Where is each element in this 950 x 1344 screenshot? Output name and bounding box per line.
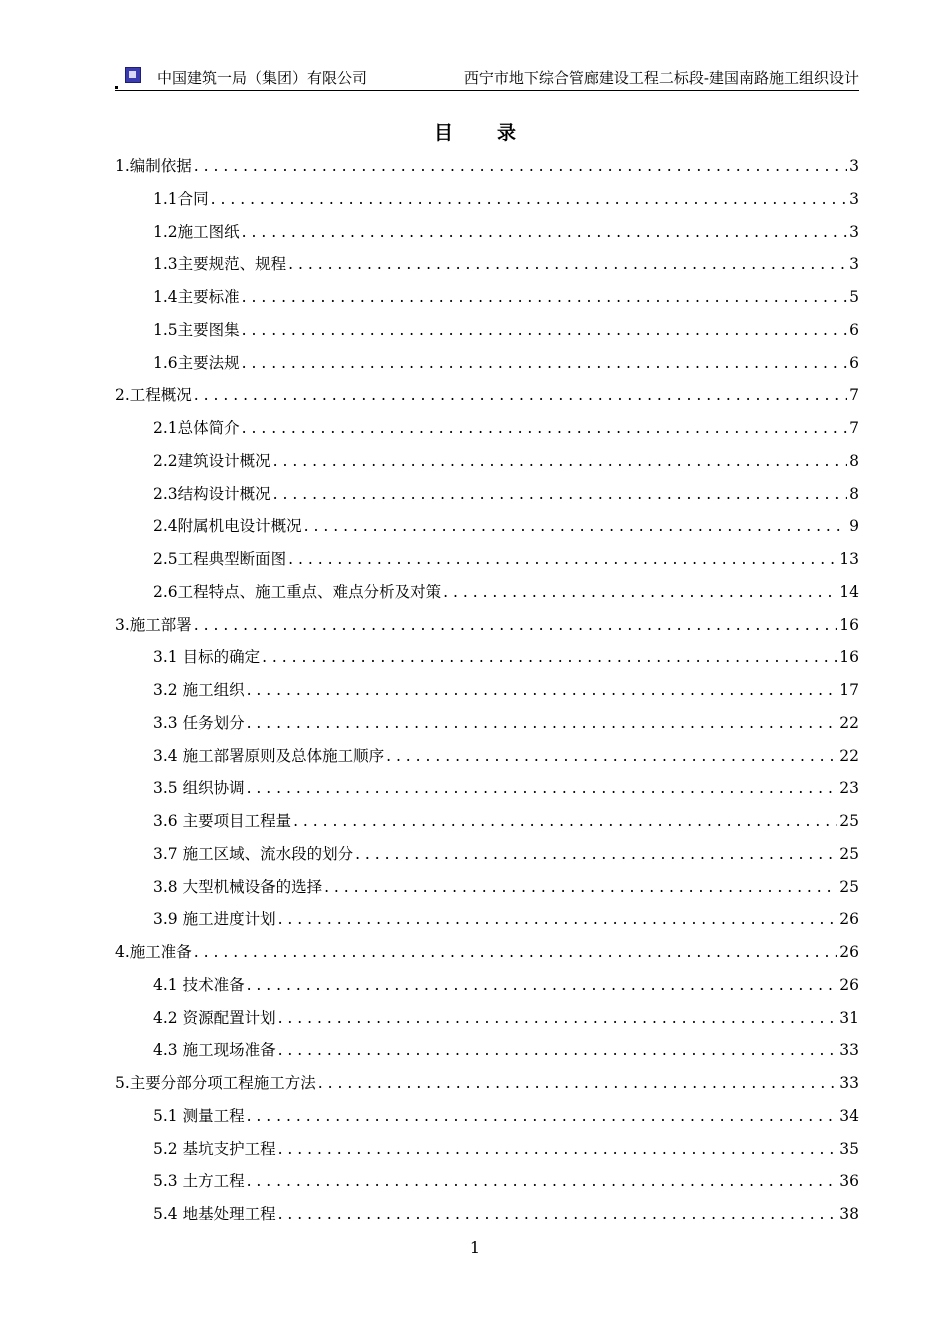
toc-section-entry[interactable] — [115, 1198, 859, 1231]
toc-chapter-entry[interactable] — [115, 936, 859, 969]
toc-section-entry[interactable] — [115, 641, 859, 674]
toc-section-entry[interactable] — [115, 969, 859, 1002]
toc-section-entry[interactable] — [115, 183, 859, 216]
header-company-name: 中国建筑一局（集团）有限公司 — [157, 69, 368, 87]
toc-chapter-entry[interactable] — [115, 609, 859, 642]
toc-section-entry[interactable] — [115, 707, 859, 740]
toc-dot-leader — [318, 1067, 837, 1100]
toc-dot-leader — [242, 314, 847, 347]
toc-dot-leader — [324, 871, 837, 904]
toc-entry-page: 33 — [839, 1074, 859, 1092]
toc-dot-leader — [273, 478, 847, 511]
toc-section-entry[interactable] — [115, 543, 859, 576]
toc-entry-page: 6 — [849, 320, 859, 339]
toc-section-entry[interactable] — [115, 510, 859, 543]
toc-section-entry[interactable] — [115, 1133, 859, 1166]
toc-section-entry[interactable] — [115, 216, 859, 249]
toc-dot-leader — [194, 150, 847, 183]
toc-entry-page: 22 — [839, 713, 859, 732]
toc-dot-leader — [247, 1100, 838, 1133]
toc-entry-page: 14 — [839, 582, 859, 601]
toc-dot-leader — [247, 707, 838, 740]
toc-chapter-entry[interactable] — [115, 150, 859, 183]
toc-dot-leader — [242, 281, 847, 314]
toc-entry-page: 25 — [839, 877, 859, 896]
toc-entry-page: 5 — [849, 288, 859, 306]
toc-entry-label: 2.2建筑设计概况 — [153, 451, 271, 470]
toc-section-entry[interactable] — [115, 1100, 859, 1133]
toc-dot-leader — [278, 903, 838, 936]
toc-entry-page: 38 — [839, 1205, 859, 1223]
toc-dot-leader — [278, 1002, 838, 1035]
toc-entry-page: 8 — [849, 484, 859, 503]
toc-entry-label: 2.工程概况 — [115, 386, 192, 405]
toc-dot-leader — [278, 1034, 838, 1067]
toc-dot-leader — [273, 445, 847, 478]
toc-entry-page: 3 — [849, 189, 859, 208]
toc-entry-page: 16 — [839, 615, 859, 634]
toc-entry-label: 1.3主要规范、规程 — [153, 255, 287, 274]
toc-entry-page: 7 — [849, 386, 859, 405]
toc-entry-label: 2.4附属机电设计概况 — [153, 517, 302, 536]
toc-entry-label: 3.4 施工部署原则及总体施工顺序 — [153, 746, 385, 765]
toc-section-entry[interactable] — [115, 314, 859, 347]
toc-entry-label: 2.1总体简介 — [153, 419, 240, 437]
toc-entry-label: 2.5工程典型断面图 — [153, 550, 287, 568]
toc-dot-leader — [211, 183, 847, 216]
toc-entry-page: 22 — [839, 746, 859, 765]
toc-section-entry[interactable] — [115, 674, 859, 707]
toc-section-entry[interactable] — [115, 772, 859, 805]
toc-dot-leader — [262, 641, 837, 674]
toc-dot-leader — [355, 838, 837, 871]
toc-dot-leader — [293, 805, 837, 838]
toc-entry-page: 13 — [839, 550, 859, 568]
toc-entry-label: 5.1 测量工程 — [153, 1106, 245, 1125]
toc-section-entry[interactable] — [115, 1165, 859, 1198]
toc-entry-page: 6 — [849, 353, 859, 372]
toc-dot-leader — [242, 347, 847, 380]
toc-chapter-entry[interactable] — [115, 1067, 859, 1100]
toc-entry-page: 26 — [839, 975, 859, 994]
toc-entry-page: 25 — [839, 844, 859, 863]
toc-entry-label: 4.3 施工现场准备 — [153, 1041, 276, 1060]
toc-entry-label: 3.1 目标的确定 — [153, 648, 261, 667]
toc-entry-page: 26 — [839, 943, 859, 961]
toc-title — [0, 118, 950, 145]
toc-entry-page: 34 — [839, 1106, 859, 1125]
toc-dot-leader — [194, 936, 837, 969]
toc-dot-leader — [278, 1133, 838, 1166]
toc-entry-page: 16 — [839, 648, 859, 667]
table-of-contents — [115, 150, 859, 1231]
toc-section-entry[interactable] — [115, 838, 859, 871]
toc-section-entry[interactable] — [115, 871, 859, 904]
toc-entry-label: 5.主要分部分项工程施工方法 — [115, 1074, 316, 1092]
toc-entry-label: 1.6主要法规 — [153, 353, 240, 372]
header-mark — [115, 86, 118, 89]
toc-dot-leader — [247, 674, 838, 707]
toc-entry-label: 3.9 施工进度计划 — [153, 910, 276, 929]
toc-dot-leader — [288, 543, 837, 576]
toc-dot-leader — [278, 1198, 838, 1231]
toc-section-entry[interactable] — [115, 445, 859, 478]
toc-entry-label: 4.施工准备 — [115, 943, 192, 961]
toc-dot-leader — [304, 510, 847, 543]
toc-dot-leader — [247, 1165, 838, 1198]
toc-entry-label: 2.3结构设计概况 — [153, 484, 271, 503]
toc-dot-leader — [443, 576, 837, 609]
toc-entry-label: 5.3 土方工程 — [153, 1172, 245, 1191]
toc-entry-page: 26 — [839, 910, 859, 929]
toc-entry-page: 23 — [839, 779, 859, 798]
page-number: 1 — [469, 1238, 481, 1257]
toc-dot-leader — [247, 772, 838, 805]
toc-entry-label: 3.5 组织协调 — [153, 779, 245, 798]
toc-entry-page: 7 — [849, 419, 859, 437]
toc-section-entry[interactable] — [115, 281, 859, 314]
toc-entry-page: 3 — [849, 157, 859, 175]
toc-dot-leader — [194, 609, 837, 642]
toc-section-entry[interactable] — [115, 1034, 859, 1067]
toc-entry-label: 3.7 施工区域、流水段的划分 — [153, 844, 354, 863]
toc-entry-page: 25 — [839, 812, 859, 830]
toc-chapter-entry[interactable] — [115, 379, 859, 412]
toc-title-char: 目 — [433, 122, 453, 144]
toc-entry-page: 36 — [839, 1172, 859, 1191]
toc-entry-page: 31 — [839, 1008, 859, 1027]
toc-entry-label: 2.6工程特点、施工重点、难点分析及对策 — [153, 582, 442, 601]
toc-section-entry[interactable] — [115, 412, 859, 445]
toc-dot-leader — [247, 969, 838, 1002]
toc-dot-leader — [386, 740, 837, 773]
toc-dot-leader — [242, 412, 847, 445]
toc-section-entry[interactable] — [115, 903, 859, 936]
page-header — [115, 66, 859, 91]
toc-entry-page: 3 — [849, 255, 859, 274]
toc-title-char: 录 — [497, 122, 517, 144]
toc-entry-label: 4.1 技术准备 — [153, 975, 245, 994]
toc-section-entry[interactable] — [115, 805, 859, 838]
toc-entry-page: 3 — [849, 222, 859, 241]
toc-entry-label: 3.3 任务划分 — [153, 713, 245, 732]
company-logo-icon — [125, 67, 141, 83]
toc-dot-leader — [242, 216, 847, 249]
toc-entry-label: 3.2 施工组织 — [153, 681, 245, 699]
toc-entry-label: 1.编制依据 — [115, 157, 192, 175]
toc-entry-label: 4.2 资源配置计划 — [153, 1008, 276, 1027]
toc-dot-leader — [194, 379, 847, 412]
toc-entry-label: 5.2 基坑支护工程 — [153, 1139, 276, 1158]
toc-entry-label: 1.5主要图集 — [153, 320, 240, 339]
toc-entry-label: 1.1合同 — [153, 189, 209, 208]
toc-entry-label: 3.6 主要项目工程量 — [153, 812, 292, 830]
toc-section-entry[interactable] — [115, 478, 859, 511]
toc-entry-page: 8 — [849, 451, 859, 470]
header-project-name: 西宁市地下综合管廊建设工程二标段-建国南路施工组织设计 — [463, 69, 859, 87]
toc-entry-page: 35 — [839, 1139, 859, 1158]
toc-entry-label: 3.施工部署 — [115, 615, 192, 634]
toc-section-entry[interactable] — [115, 248, 859, 281]
toc-entry-page: 17 — [839, 681, 859, 699]
toc-entry-label: 1.4主要标准 — [153, 288, 240, 306]
toc-section-entry[interactable] — [115, 576, 859, 609]
toc-section-entry[interactable] — [115, 347, 859, 380]
toc-entry-page: 9 — [849, 517, 859, 536]
toc-entry-label: 3.8 大型机械设备的选择 — [153, 877, 323, 896]
toc-entry-page: 33 — [839, 1041, 859, 1060]
toc-entry-label: 5.4 地基处理工程 — [153, 1205, 276, 1223]
toc-section-entry[interactable] — [115, 1002, 859, 1035]
toc-entry-label: 1.2施工图纸 — [153, 222, 240, 241]
toc-section-entry[interactable] — [115, 740, 859, 773]
toc-dot-leader — [288, 248, 847, 281]
